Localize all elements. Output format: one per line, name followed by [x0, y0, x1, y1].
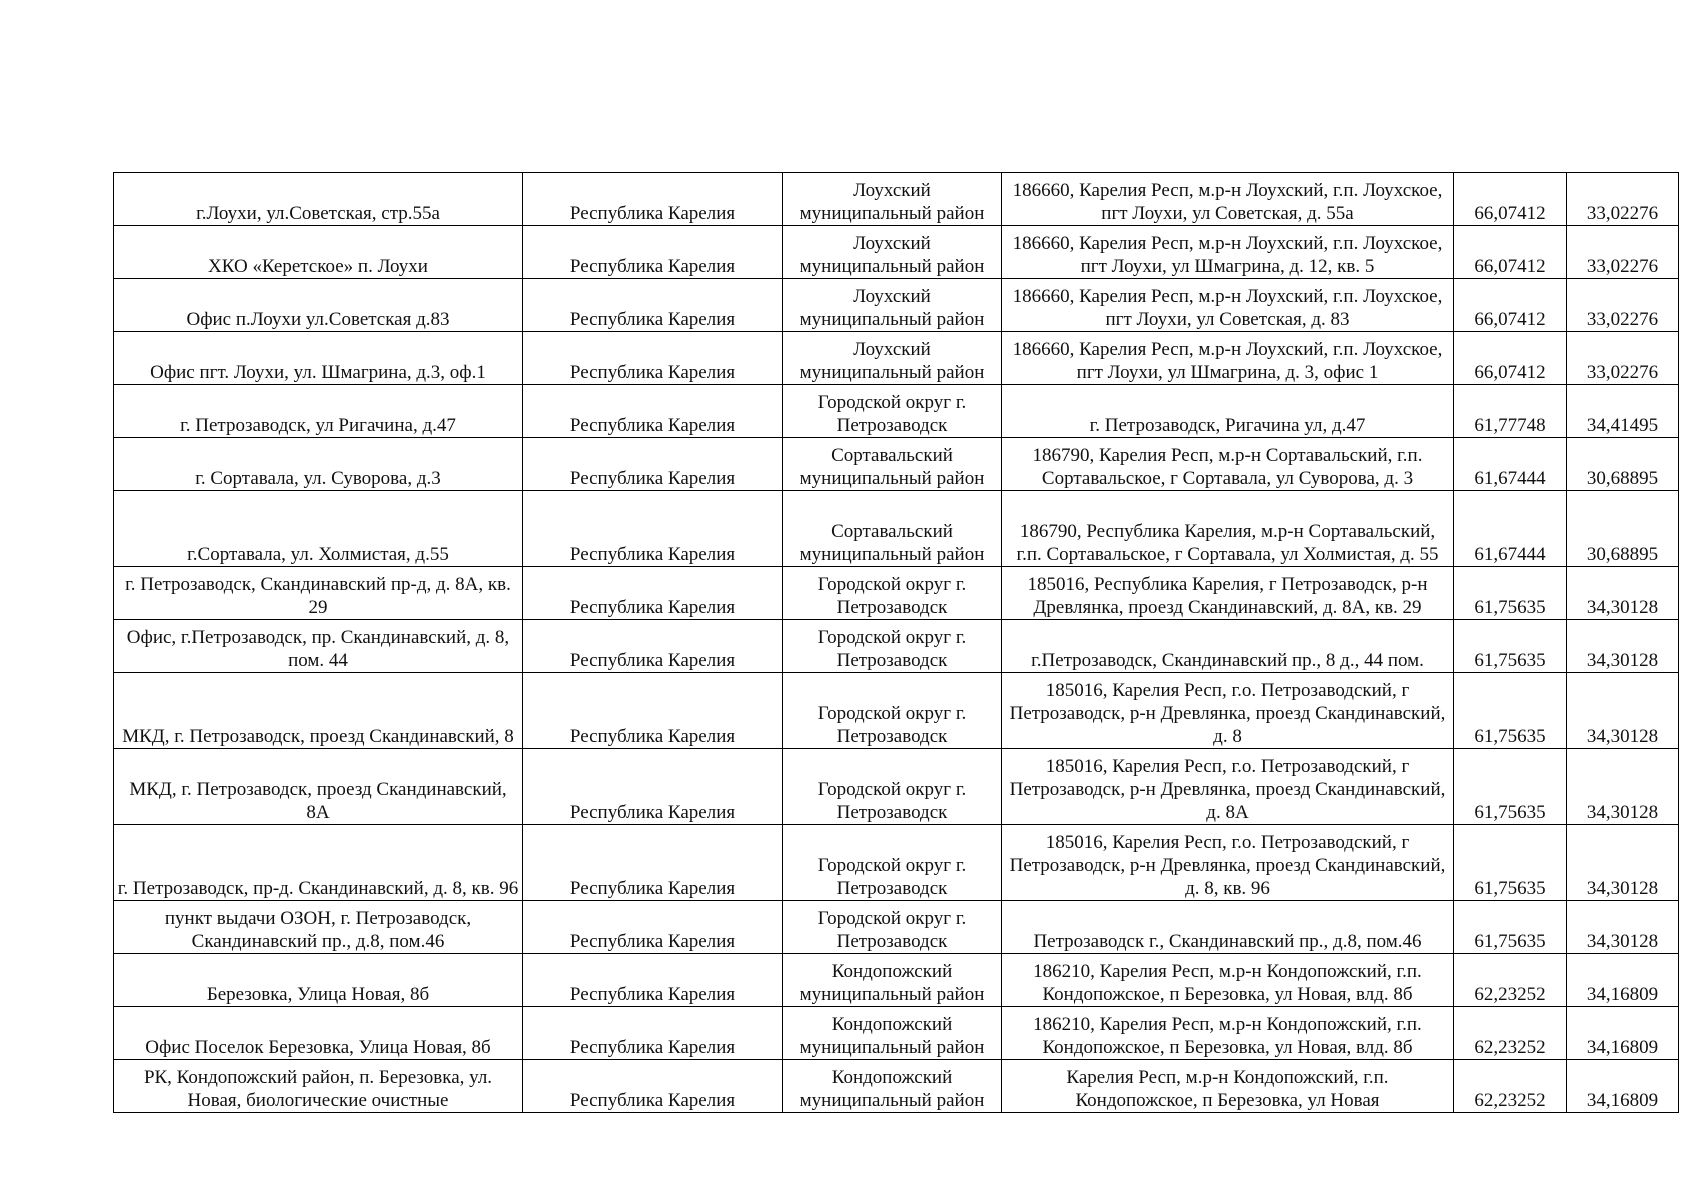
- latitude-cell: 62,23252: [1454, 1060, 1567, 1113]
- object-name-cell: Офис Поселок Березовка, Улица Новая, 8б: [114, 1007, 523, 1060]
- region-cell: Республика Карелия: [523, 438, 783, 491]
- region-cell: Республика Карелия: [523, 1060, 783, 1113]
- object-name-cell: Березовка, Улица Новая, 8б: [114, 954, 523, 1007]
- object-name-cell: Офис пгт. Лоухи, ул. Шмагрина, д.3, оф.1: [114, 332, 523, 385]
- latitude-cell: 61,75635: [1454, 620, 1567, 673]
- district-cell: Кондопожский муниципальный район: [783, 1060, 1002, 1113]
- district-cell: Лоухский муниципальный район: [783, 226, 1002, 279]
- district-cell: Лоухский муниципальный район: [783, 173, 1002, 226]
- latitude-cell: 61,67444: [1454, 438, 1567, 491]
- table-row: [114, 749, 1679, 825]
- object-name-cell: г. Сортавала, ул. Суворова, д.3: [114, 438, 523, 491]
- address-cell: 186660, Карелия Респ, м.р-н Лоухский, г.п. Лоухское, пгт Лоухи, ул Советская, д. 83: [1002, 279, 1454, 332]
- longitude-cell: 30,68895: [1567, 491, 1679, 567]
- district-cell: Городской округ г. Петрозаводск: [783, 749, 1002, 825]
- longitude-cell: 34,41495: [1567, 385, 1679, 438]
- longitude-cell: 34,30128: [1567, 825, 1679, 901]
- table-row: [114, 673, 1679, 749]
- table-row: [114, 438, 1679, 491]
- latitude-cell: 62,23252: [1454, 954, 1567, 1007]
- address-cell: Петрозаводск г., Скандинавский пр., д.8, пом.46: [1002, 901, 1454, 954]
- district-cell: Сортавальский муниципальный район: [783, 491, 1002, 567]
- table-row: [114, 385, 1679, 438]
- object-name-cell: Офис, г.Петрозаводск, пр. Скандинавский, д. 8, пом. 44: [114, 620, 523, 673]
- latitude-cell: 66,07412: [1454, 332, 1567, 385]
- latitude-cell: 62,23252: [1454, 1007, 1567, 1060]
- longitude-cell: 30,68895: [1567, 438, 1679, 491]
- table-row: [114, 226, 1679, 279]
- region-cell: Республика Карелия: [523, 901, 783, 954]
- longitude-cell: 33,02276: [1567, 173, 1679, 226]
- address-cell: 185016, Карелия Респ, г.о. Петрозаводский, г Петрозаводск, р-н Древлянка, проезд Скандинавский, д. 8А: [1002, 749, 1454, 825]
- address-cell: 185016, Карелия Респ, г.о. Петрозаводский, г Петрозаводск, р-н Древлянка, проезд Скандинавский, д. 8, кв. 96: [1002, 825, 1454, 901]
- table-row: [114, 825, 1679, 901]
- table-row: [114, 173, 1679, 226]
- table-row: [114, 491, 1679, 567]
- district-cell: Лоухский муниципальный район: [783, 279, 1002, 332]
- latitude-cell: 61,75635: [1454, 825, 1567, 901]
- object-name-cell: г. Петрозаводск, Скандинавский пр-д, д. 8А, кв. 29: [114, 567, 523, 620]
- region-cell: Республика Карелия: [523, 332, 783, 385]
- region-cell: Республика Карелия: [523, 673, 783, 749]
- address-cell: г. Петрозаводск, Ригачина ул, д.47: [1002, 385, 1454, 438]
- longitude-cell: 33,02276: [1567, 332, 1679, 385]
- longitude-cell: 34,30128: [1567, 567, 1679, 620]
- region-cell: Республика Карелия: [523, 567, 783, 620]
- region-cell: Республика Карелия: [523, 279, 783, 332]
- object-name-cell: МКД, г. Петрозаводск, проезд Скандинавский, 8А: [114, 749, 523, 825]
- latitude-cell: 66,07412: [1454, 279, 1567, 332]
- latitude-cell: 61,77748: [1454, 385, 1567, 438]
- region-cell: Республика Карелия: [523, 620, 783, 673]
- district-cell: Городской округ г. Петрозаводск: [783, 620, 1002, 673]
- table-row: [114, 332, 1679, 385]
- address-cell: 186210, Карелия Респ, м.р-н Кондопожский, г.п. Кондопожское, п Березовка, ул Новая, влд. 8б: [1002, 954, 1454, 1007]
- region-cell: Республика Карелия: [523, 385, 783, 438]
- district-cell: Сортавальский муниципальный район: [783, 438, 1002, 491]
- table-row: [114, 1060, 1679, 1113]
- longitude-cell: 34,30128: [1567, 673, 1679, 749]
- table-row: [114, 954, 1679, 1007]
- address-cell: 185016, Республика Карелия, г Петрозаводск, р-н Древлянка, проезд Скандинавский, д. 8А, кв. 29: [1002, 567, 1454, 620]
- address-cell: 186660, Карелия Респ, м.р-н Лоухский, г.п. Лоухское, пгт Лоухи, ул Шмагрина, д. 12, кв. 5: [1002, 226, 1454, 279]
- region-cell: Республика Карелия: [523, 1007, 783, 1060]
- longitude-cell: 34,30128: [1567, 901, 1679, 954]
- latitude-cell: 66,07412: [1454, 173, 1567, 226]
- longitude-cell: 34,30128: [1567, 620, 1679, 673]
- district-cell: Городской округ г. Петрозаводск: [783, 901, 1002, 954]
- latitude-cell: 61,75635: [1454, 673, 1567, 749]
- region-cell: Республика Карелия: [523, 173, 783, 226]
- object-name-cell: г.Сортавала, ул. Холмистая, д.55: [114, 491, 523, 567]
- table-row: [114, 1007, 1679, 1060]
- object-name-cell: ХКО «Керетское» п. Лоухи: [114, 226, 523, 279]
- longitude-cell: 34,30128: [1567, 749, 1679, 825]
- locations-table: [113, 172, 1679, 1113]
- longitude-cell: 33,02276: [1567, 279, 1679, 332]
- address-cell: 186790, Республика Карелия, м.р-н Сортавальский, г.п. Сортавальское, г Сортавала, ул Холмистая, д. 55: [1002, 491, 1454, 567]
- object-name-cell: Офис п.Лоухи ул.Советская д.83: [114, 279, 523, 332]
- table-row: [114, 279, 1679, 332]
- district-cell: Кондопожский муниципальный район: [783, 1007, 1002, 1060]
- object-name-cell: г. Петрозаводск, ул Ригачина, д.47: [114, 385, 523, 438]
- district-cell: Кондопожский муниципальный район: [783, 954, 1002, 1007]
- address-cell: Карелия Респ, м.р-н Кондопожский, г.п. Кондопожское, п Березовка, ул Новая: [1002, 1060, 1454, 1113]
- latitude-cell: 66,07412: [1454, 226, 1567, 279]
- region-cell: Республика Карелия: [523, 954, 783, 1007]
- object-name-cell: г.Лоухи, ул.Советская, стр.55а: [114, 173, 523, 226]
- address-cell: 186790, Карелия Респ, м.р-н Сортавальский, г.п. Сортавальское, г Сортавала, ул Суворова, д. 3: [1002, 438, 1454, 491]
- latitude-cell: 61,75635: [1454, 567, 1567, 620]
- address-cell: 185016, Карелия Респ, г.о. Петрозаводский, г Петрозаводск, р-н Древлянка, проезд Скандинавский, д. 8: [1002, 673, 1454, 749]
- district-cell: Городской округ г. Петрозаводск: [783, 385, 1002, 438]
- table-row: [114, 567, 1679, 620]
- region-cell: Республика Карелия: [523, 825, 783, 901]
- address-cell: 186210, Карелия Респ, м.р-н Кондопожский, г.п. Кондопожское, п Березовка, ул Новая, влд. 8б: [1002, 1007, 1454, 1060]
- address-cell: 186660, Карелия Респ, м.р-н Лоухский, г.п. Лоухское, пгт Лоухи, ул Шмагрина, д. 3, офис 1: [1002, 332, 1454, 385]
- latitude-cell: 61,75635: [1454, 749, 1567, 825]
- longitude-cell: 33,02276: [1567, 226, 1679, 279]
- table-row: [114, 901, 1679, 954]
- latitude-cell: 61,75635: [1454, 901, 1567, 954]
- longitude-cell: 34,16809: [1567, 1007, 1679, 1060]
- district-cell: Городской округ г. Петрозаводск: [783, 825, 1002, 901]
- longitude-cell: 34,16809: [1567, 1060, 1679, 1113]
- address-cell: 186660, Карелия Респ, м.р-н Лоухский, г.п. Лоухское, пгт Лоухи, ул Советская, д. 55а: [1002, 173, 1454, 226]
- table-body: [114, 173, 1679, 1113]
- object-name-cell: РК, Кондопожский район, п. Березовка, ул. Новая, биологические очистные: [114, 1060, 523, 1113]
- object-name-cell: г. Петрозаводск, пр-д. Скандинавский, д. 8, кв. 96: [114, 825, 523, 901]
- region-cell: Республика Карелия: [523, 491, 783, 567]
- address-cell: г.Петрозаводск, Скандинавский пр., 8 д., 44 пом.: [1002, 620, 1454, 673]
- district-cell: Городской округ г. Петрозаводск: [783, 567, 1002, 620]
- district-cell: Лоухский муниципальный район: [783, 332, 1002, 385]
- table-row: [114, 620, 1679, 673]
- object-name-cell: пункт выдачи ОЗОН, г. Петрозаводск, Скандинавский пр., д.8, пом.46: [114, 901, 523, 954]
- object-name-cell: МКД, г. Петрозаводск, проезд Скандинавский, 8: [114, 673, 523, 749]
- region-cell: Республика Карелия: [523, 749, 783, 825]
- district-cell: Городской округ г. Петрозаводск: [783, 673, 1002, 749]
- latitude-cell: 61,67444: [1454, 491, 1567, 567]
- region-cell: Республика Карелия: [523, 226, 783, 279]
- longitude-cell: 34,16809: [1567, 954, 1679, 1007]
